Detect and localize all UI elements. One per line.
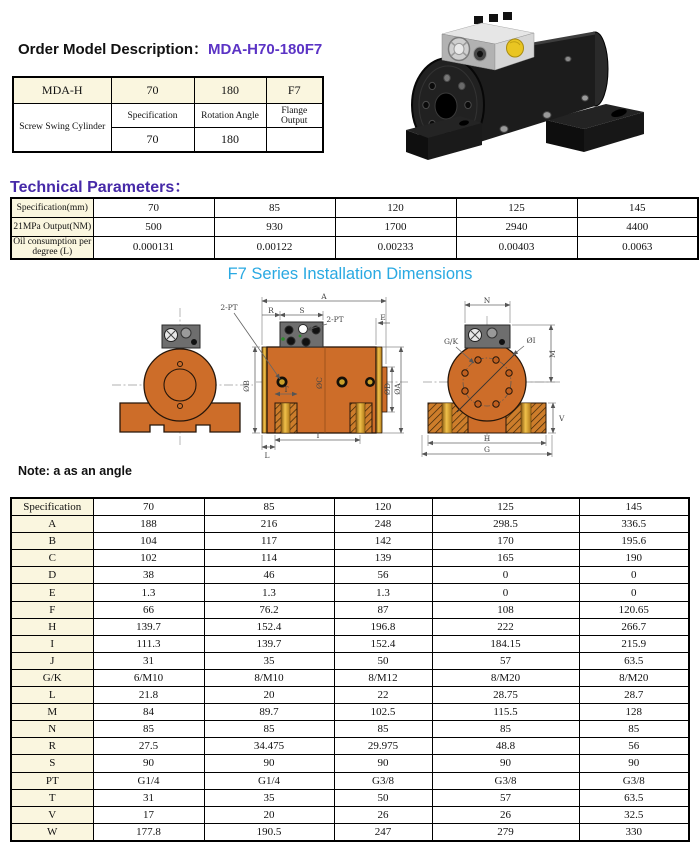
value-cell: 1700 [335, 218, 456, 237]
value-cell: 8/M10 [204, 669, 334, 686]
row-label-cell: G/K [11, 669, 93, 686]
value-cell: 152.4 [204, 618, 334, 635]
front-view [112, 308, 253, 446]
installation-drawing [10, 292, 690, 464]
table-row [11, 584, 689, 601]
row-label-cell: B [11, 533, 93, 550]
value-cell: 120 [334, 498, 432, 516]
mount-foot [350, 403, 372, 433]
value-cell: 50 [334, 789, 432, 806]
value-cell: 117 [204, 533, 334, 550]
value-cell: 8/M20 [432, 669, 579, 686]
cell-spec-value: 70 [111, 128, 194, 153]
row-label-cell: W [11, 823, 93, 841]
cell-flange-value [266, 128, 323, 153]
bolt-callout: G/K [443, 337, 459, 346]
dia-label: ØB [242, 380, 251, 392]
value-cell: 0.000131 [93, 237, 214, 259]
value-cell: 120.65 [579, 601, 689, 618]
value-cell: 20 [204, 806, 334, 823]
value-cell: 70 [93, 198, 214, 218]
value-cell: 85 [334, 721, 432, 738]
value-cell: 142 [334, 533, 432, 550]
value-cell: 31 [93, 652, 204, 669]
row-label-cell: R [11, 738, 93, 755]
table-row [11, 687, 689, 704]
table-row [11, 550, 689, 567]
cell-spec-code: 70 [111, 77, 194, 104]
dim-label: I [316, 431, 320, 440]
row-label-cell: E [11, 584, 93, 601]
value-cell: 21.8 [93, 687, 204, 704]
value-cell: 85 [93, 721, 204, 738]
row-label-cell: C [11, 550, 93, 567]
value-cell: 120 [335, 198, 456, 218]
dimension-spec-table [10, 497, 690, 842]
row-label-cell: Specification [11, 498, 93, 516]
table-row [11, 516, 689, 533]
row-label-cell: A [11, 516, 93, 533]
value-cell: 125 [456, 198, 577, 218]
cell-flange-code: F7 [266, 77, 323, 104]
row-label-cell: Specification(mm) [11, 198, 93, 218]
value-cell: 0 [579, 567, 689, 584]
value-cell: 115.5 [432, 704, 579, 721]
value-cell: 90 [204, 755, 334, 772]
row-label-cell: V [11, 806, 93, 823]
valve-block [442, 12, 534, 70]
row-label-cell: J [11, 652, 93, 669]
value-cell: 38 [93, 567, 204, 584]
value-cell: 27.5 [93, 738, 204, 755]
table-row [11, 652, 689, 669]
value-cell: 145 [577, 198, 698, 218]
order-model-table [12, 76, 324, 153]
dim-label: V [559, 414, 565, 423]
row-label-cell: PT [11, 772, 93, 789]
value-cell: 31 [93, 789, 204, 806]
cell-angle-code: 180 [194, 77, 266, 104]
value-cell: 90 [334, 755, 432, 772]
valve-knob [503, 12, 512, 20]
value-cell: 29.975 [334, 738, 432, 755]
dia-label: ØD [383, 382, 392, 396]
value-cell: 0.00233 [335, 237, 456, 259]
value-cell: 35 [204, 652, 334, 669]
value-cell: 57 [432, 652, 579, 669]
value-cell: 248 [334, 516, 432, 533]
value-cell: 170 [432, 533, 579, 550]
row-label-cell: S [11, 755, 93, 772]
value-cell: 0 [579, 584, 689, 601]
value-cell: 0 [432, 584, 579, 601]
dim-label: T [283, 385, 289, 394]
row-label-cell: T [11, 789, 93, 806]
dim-label: H [483, 434, 491, 443]
value-cell: 63.5 [579, 789, 689, 806]
value-cell: 216 [204, 516, 334, 533]
installation-dimensions-heading: F7 Series Installation Dimensions [227, 265, 473, 283]
value-cell: 500 [93, 218, 214, 237]
value-cell: 63.5 [579, 652, 689, 669]
value-cell: 90 [93, 755, 204, 772]
value-cell: 70 [93, 498, 204, 516]
value-cell: 190.5 [204, 823, 334, 841]
value-cell: 336.5 [579, 516, 689, 533]
value-cell: 930 [214, 218, 335, 237]
row-label-cell: Oil consumption per degree (L) [11, 237, 93, 259]
dim-label: A [321, 292, 327, 301]
mount-foot [275, 403, 297, 433]
value-cell: G1/4 [204, 772, 334, 789]
value-cell: 104 [93, 533, 204, 550]
value-cell: 84 [93, 704, 204, 721]
dia-label: ØI [526, 336, 536, 345]
valve-knob [489, 14, 498, 22]
row-label-cell: L [11, 687, 93, 704]
flange-view [422, 296, 565, 457]
value-cell: 50 [334, 652, 432, 669]
table-row [11, 635, 689, 652]
value-cell: 89.7 [204, 704, 334, 721]
value-cell: 34.475 [204, 738, 334, 755]
cell-product-name: Screw Swing Cylinder [13, 104, 111, 153]
value-cell: 28.75 [432, 687, 579, 704]
cell-spec-label: Specification [111, 104, 194, 128]
value-cell: 4400 [577, 218, 698, 237]
value-cell: 139 [334, 550, 432, 567]
value-cell: 0.00403 [456, 237, 577, 259]
row-label-cell: D [11, 567, 93, 584]
value-cell: 85 [579, 721, 689, 738]
value-cell: 8/M20 [579, 669, 689, 686]
value-cell: 111.3 [93, 635, 204, 652]
row-label-cell: I [11, 635, 93, 652]
value-cell: 139.7 [204, 635, 334, 652]
cell-angle-label: Rotation Angle [194, 104, 266, 128]
value-cell: 165 [432, 550, 579, 567]
table-row [11, 789, 689, 806]
page-title [18, 38, 322, 59]
value-cell: 17 [93, 806, 204, 823]
value-cell: 195.6 [579, 533, 689, 550]
dim-label: E [380, 313, 386, 322]
value-cell: 8/M12 [334, 669, 432, 686]
value-cell: 6/M10 [93, 669, 204, 686]
value-cell: 102 [93, 550, 204, 567]
table-row [11, 533, 689, 550]
row-label-cell: M [11, 704, 93, 721]
value-cell: 152.4 [334, 635, 432, 652]
value-cell: 196.8 [334, 618, 432, 635]
cell-flange-label: Flange Output [266, 104, 323, 128]
value-cell: G3/8 [579, 772, 689, 789]
dim-label: R [268, 306, 274, 315]
row-label-cell: N [11, 721, 93, 738]
value-cell: G3/8 [432, 772, 579, 789]
row-label-cell: H [11, 618, 93, 635]
table-row [11, 618, 689, 635]
value-cell: 76.2 [204, 601, 334, 618]
table-row [11, 567, 689, 584]
table-row [11, 704, 689, 721]
value-cell: 87 [334, 601, 432, 618]
value-cell: 298.5 [432, 516, 579, 533]
value-cell: G1/4 [93, 772, 204, 789]
port-callout: 2-PT [326, 315, 344, 324]
value-cell: 128 [579, 704, 689, 721]
value-cell: 1.3 [334, 584, 432, 601]
value-cell: 90 [432, 755, 579, 772]
value-cell: 48.8 [432, 738, 579, 755]
table-row [11, 218, 698, 237]
value-cell: 66 [93, 601, 204, 618]
value-cell: 0 [432, 567, 579, 584]
value-cell: 108 [432, 601, 579, 618]
table-row [11, 198, 698, 218]
order-heading-label: Order Model Description： [18, 41, 209, 58]
cell-model: MDA-H [13, 77, 111, 104]
value-cell: 2940 [456, 218, 577, 237]
table-row [11, 755, 689, 772]
value-cell: 85 [214, 198, 335, 218]
dim-label: N [483, 296, 491, 305]
value-cell: 0.0063 [577, 237, 698, 259]
value-cell: 145 [579, 498, 689, 516]
value-cell: 85 [204, 721, 334, 738]
row-label-cell: 21MPa Output(NM) [11, 218, 93, 237]
row-label-cell: F [11, 601, 93, 618]
value-cell: 57 [432, 789, 579, 806]
value-cell: 188 [93, 516, 204, 533]
value-cell: 90 [579, 755, 689, 772]
valve-block-side [280, 322, 323, 347]
value-cell: 26 [432, 806, 579, 823]
table-row [13, 104, 323, 128]
port-callout: 2-PT [220, 303, 238, 312]
tech-parameters-heading: Technical Parameters： [10, 179, 191, 196]
value-cell: 22 [334, 687, 432, 704]
product-photo [398, 2, 668, 170]
value-cell: 330 [579, 823, 689, 841]
value-cell: 222 [432, 618, 579, 635]
value-cell: 20 [204, 687, 334, 704]
table-row [11, 237, 698, 259]
value-cell: 85 [204, 498, 334, 516]
value-cell: 102.5 [334, 704, 432, 721]
table-row [11, 806, 689, 823]
dim-label: M [548, 350, 557, 358]
value-cell: 190 [579, 550, 689, 567]
value-cell: 46 [204, 567, 334, 584]
value-cell: 56 [579, 738, 689, 755]
value-cell: 1.3 [204, 584, 334, 601]
valve-block-flange [465, 325, 510, 348]
table-row [11, 669, 689, 686]
value-cell: 28.7 [579, 687, 689, 704]
value-cell: 184.15 [432, 635, 579, 652]
value-cell: 85 [432, 721, 579, 738]
table-row [11, 738, 689, 755]
value-cell: 32.5 [579, 806, 689, 823]
table-row [11, 823, 689, 841]
table-row [11, 721, 689, 738]
valve-knob [474, 16, 483, 24]
value-cell: 26 [334, 806, 432, 823]
note-text: Note: a as an angle [18, 464, 132, 478]
value-cell: 56 [334, 567, 432, 584]
table-row [13, 77, 323, 104]
dim-label: G [484, 445, 490, 454]
table-row [11, 772, 689, 789]
side-view [220, 292, 408, 460]
dim-label: S [299, 306, 305, 315]
dia-label: ØA [393, 383, 402, 395]
table-row [11, 498, 689, 516]
value-cell: 1.3 [93, 584, 204, 601]
value-cell: 266.7 [579, 618, 689, 635]
order-model-code: MDA-H70-180F7 [208, 41, 323, 58]
value-cell: 125 [432, 498, 579, 516]
value-cell: 139.7 [93, 618, 204, 635]
value-cell: 247 [334, 823, 432, 841]
cell-angle-value: 180 [194, 128, 266, 153]
tech-parameters-table [10, 197, 699, 260]
value-cell: 279 [432, 823, 579, 841]
dim-label: L [264, 451, 270, 460]
value-cell: 215.9 [579, 635, 689, 652]
dia-label: ØC [315, 377, 324, 389]
value-cell: 114 [204, 550, 334, 567]
table-row [11, 601, 689, 618]
value-cell: 177.8 [93, 823, 204, 841]
value-cell: G3/8 [334, 772, 432, 789]
valve-block-front [162, 325, 200, 348]
value-cell: 35 [204, 789, 334, 806]
value-cell: 0.00122 [214, 237, 335, 259]
